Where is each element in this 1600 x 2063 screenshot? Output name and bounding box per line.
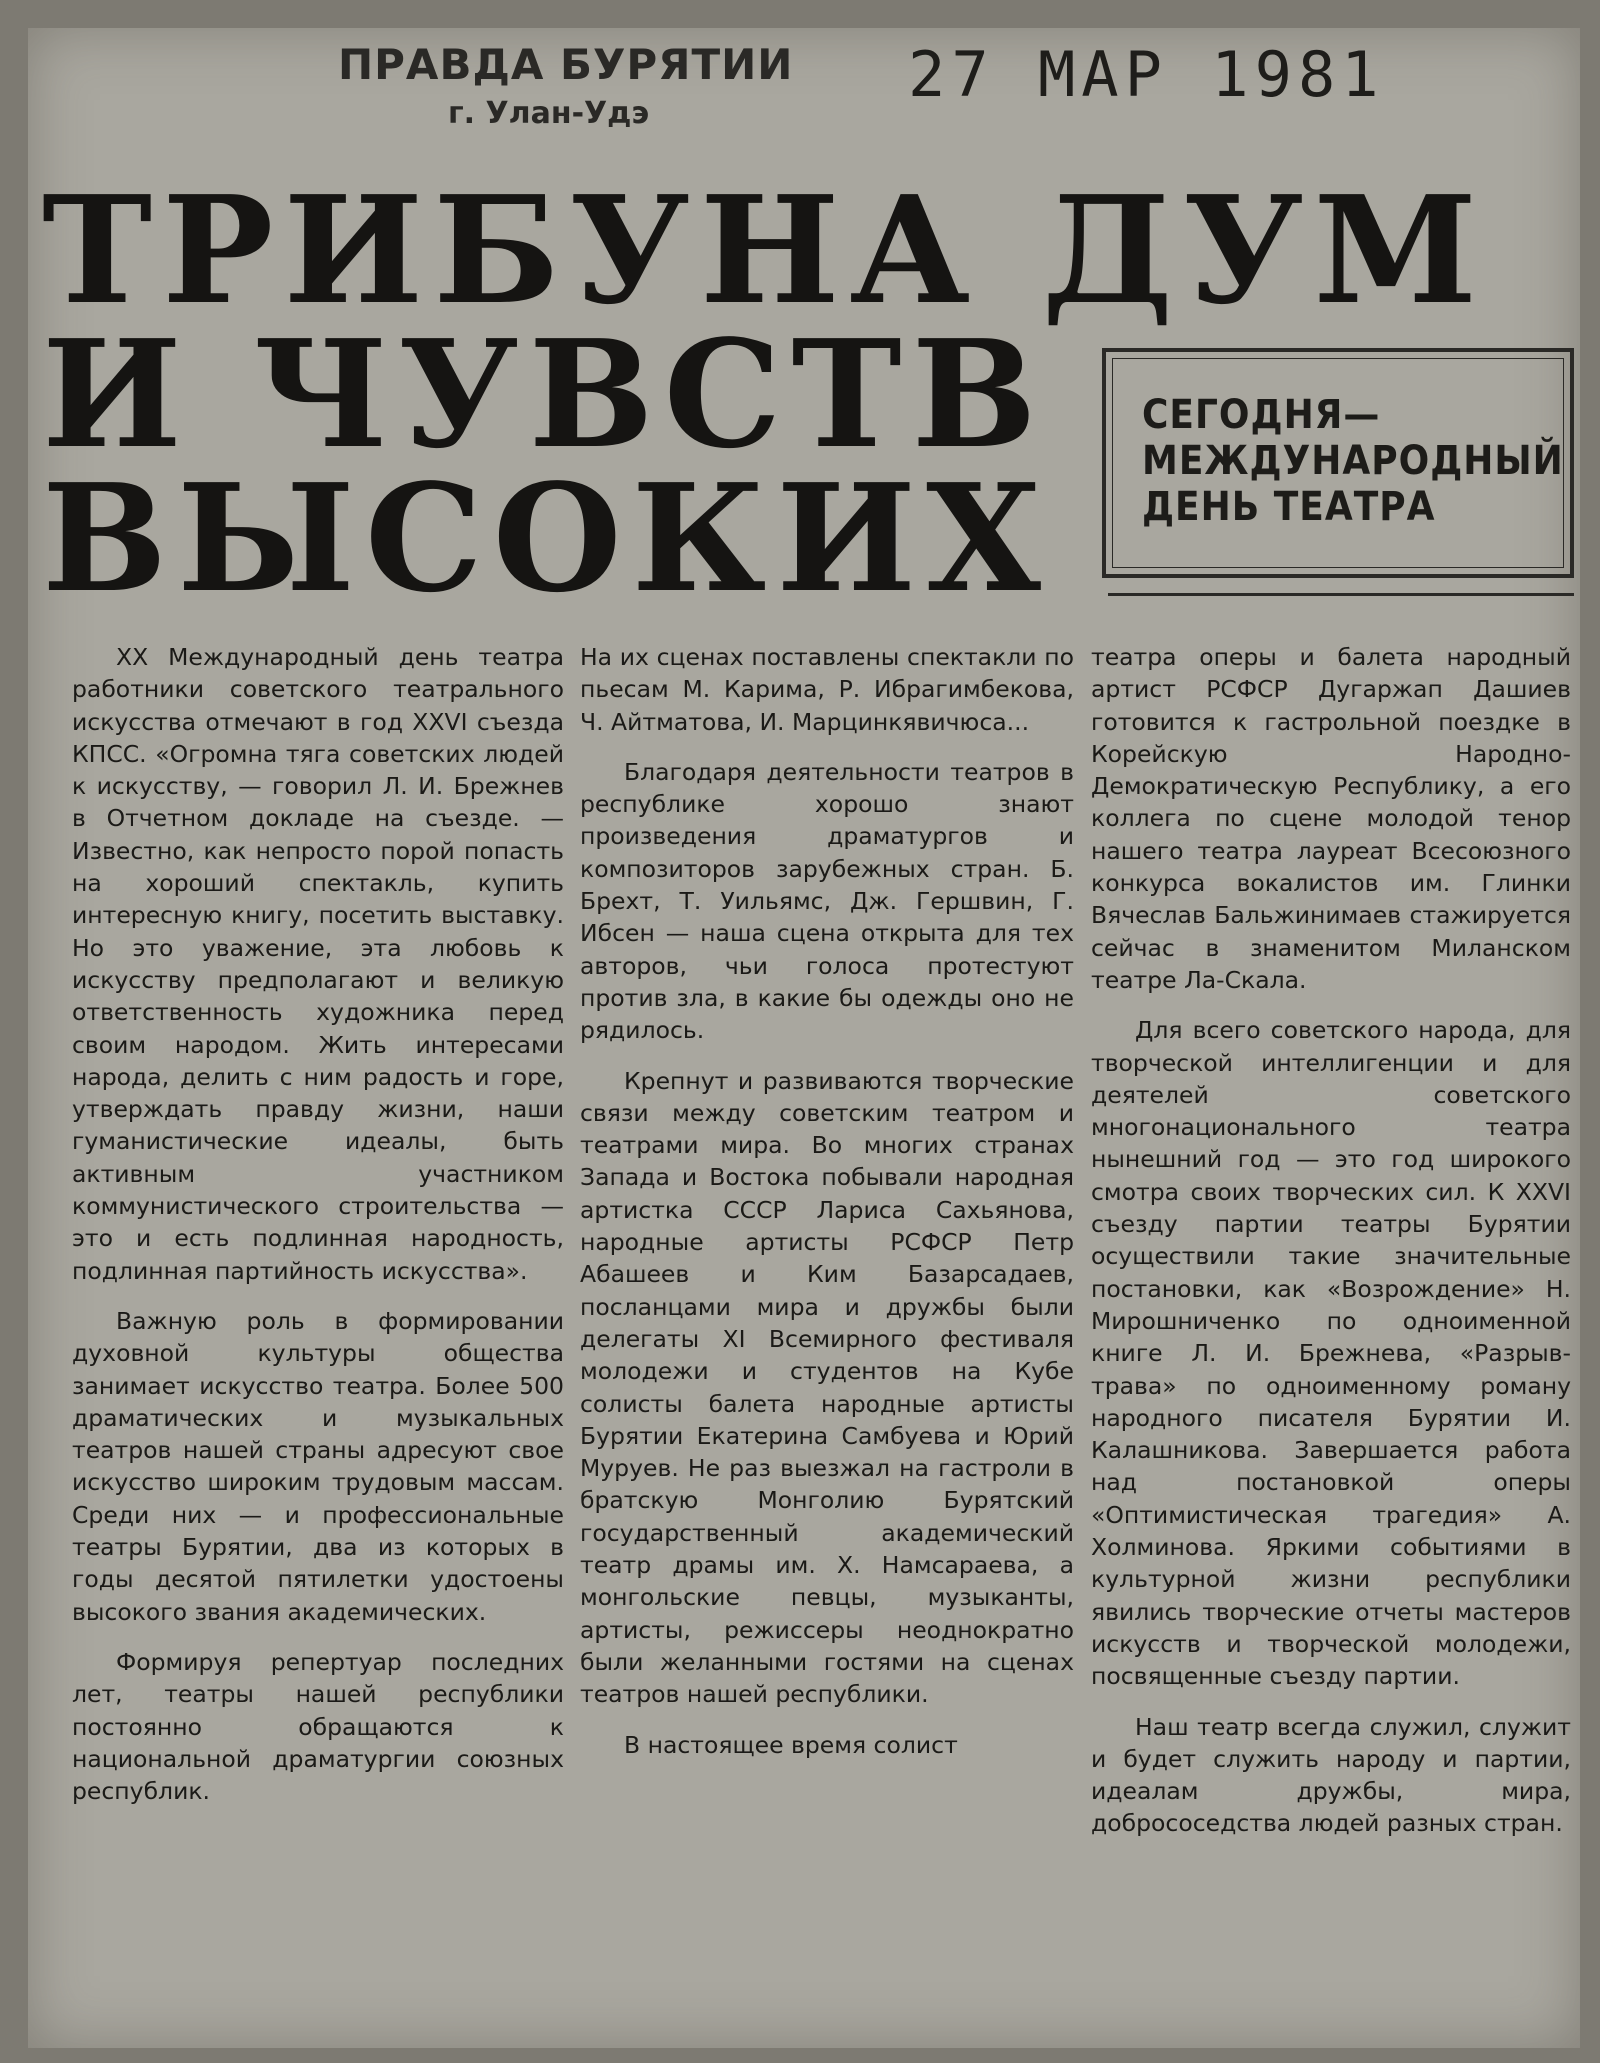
paragraph: Крепнут и развиваются творческие связи между советским театром и театрами мира. Во многих странах Запада и Востока побывали народная артистка СССР Лариса Сахьянова, народные артисты РСФСР Петр Абашеев и Ким Базарсадаев, посланцами мира и дружбы были делегаты XI Всемирного фестиваля молодежи и студентов на Кубе солисты балета народные артисты Бурятии Екатерина Самбуева и Юрий Муруев. Не раз выезжал на гастроли в братскую Монголию Бурятский государственный академический театр драмы им. Х. Намсараева, а монгольские певцы, музыканты, артисты, режиссеры неоднократно были желанными гостями на сценах театров нашей республики. [580,1066,1074,1709]
rubric-text [1142,392,1564,530]
date-stamp: 27 МАР 1981 [908,38,1385,111]
paragraph: XX Международный день театра работники советского театрального искусства отмечают в год XXVI съезда КПСС. «Огромна тяга советских людей к искусству, — говорил Л. И. Брежнев в Отчетном докладе на съезде. — Известно, как непросто порой попасть на хороший спектакль, купить интересную книгу, посетить выставку. Но это уважение, эта любовь к искусству предполагают и великую ответственность художника перед своим народом. Жить интересами народа, делить с ним радость и горе, утверждать правду жизни, наши гуманистические идеалы, быть активным участником коммунистического строительства — это и есть подлинная народность, подлинная партийность искусства». [72,643,564,1285]
paragraph: Для всего советского народа, для творческой интеллигенции и для деятелей советского многонационального театра нынешний год — это год широкого смотра своих творческих сил. К XXVI съезду партии театры Бурятии осуществили такие значительные постановки, как «Возрождение» Н. Мирошниченко по одноименной книге Л. И. Брежнева, «Разрыв-трава» по одноименному роману народного писателя Бурятии И. Калашникова. Завершается работа над постановкой оперы «Оптимистическая трагедия» А. Холминова. Яркими событиями в культурной жизни республики явились творческие отчеты мастеров искусств и творческой молодежи, посвященные съезду партии. [1091,1016,1571,1691]
rubric-box [1102,348,1574,578]
paragraph: На их сценах поставлены спектакли по пьесам М. Карима, Р. Ибрагимбекова, Ч. Айтматова, И. Марцинкявичюса... [580,643,1074,736]
rubric-line-3: ДЕНЬ ТЕАТРА [1142,484,1436,530]
headline-line-2: И ЧУВСТВ [42,307,1047,481]
newspaper-clipping [28,28,1580,2048]
paragraph: Формируя репертуар последних лет, театры нашей республики постоянно обращаются к национальной драматургии союзных республик. [72,1647,564,1806]
rubric-line-1: СЕГОДНЯ— [1142,392,1381,438]
text-column-3 [1091,641,1571,1858]
paragraph: Наш театр всегда служил, служит и будет служить народу и партии, идеалам дружбы, мира, добрососедства людей разных стран. [1091,1712,1571,1838]
paragraph: В настоящее время солист [624,1730,958,1759]
headline-line-1: ТРИБУНА ДУМ [42,163,1488,337]
paragraph: Благодаря деятельности театров в республике хорошо знают произведения драматургов и композиторов зарубежных стран. Б. Брехт, Т. Уильямс, Дж. Гершвин, Г. Ибсен — наша сцена открыта для тех авторов, чьи голоса протестуют против зла, в какие бы одежды оно не рядилось. [580,757,1074,1045]
headline-line-3: ВЫСОКИХ [42,451,1051,625]
source-stamp: ПРАВДА БУРЯТИИ [338,40,794,89]
paragraph: театра оперы и балета народный артист РСФСР Дугаржап Дашиев готовится к гастрольной поездке в Корейскую Народно-Демократическую Республику, а его коллега по сцене молодой тенор нашего театра лауреат Всесоюзного конкурса вокалистов им. Глинки Вячеслав Бальжинимаев стажируется сейчас в знаменитом Миланском театре Ла-Скала. [1091,643,1571,994]
paragraph: Важную роль в формировании духовной культуры общества занимает искусство театра. Более 500 драматических и музыкальных театров нашей страны адресуют свое искусство широким трудовым массам. Среди них — и профессиональные театры Бурятии, два из которых в годы десятой пятилетки удостоены высокого звания академических. [72,1306,564,1626]
text-column-1 [72,641,564,1825]
text-column-2 [580,641,1074,1779]
rubric-line-2: МЕЖДУНАРОДНЫЙ [1142,438,1564,484]
column-rule [1108,593,1574,596]
city-stamp: г. Улан-Удэ [448,96,650,131]
